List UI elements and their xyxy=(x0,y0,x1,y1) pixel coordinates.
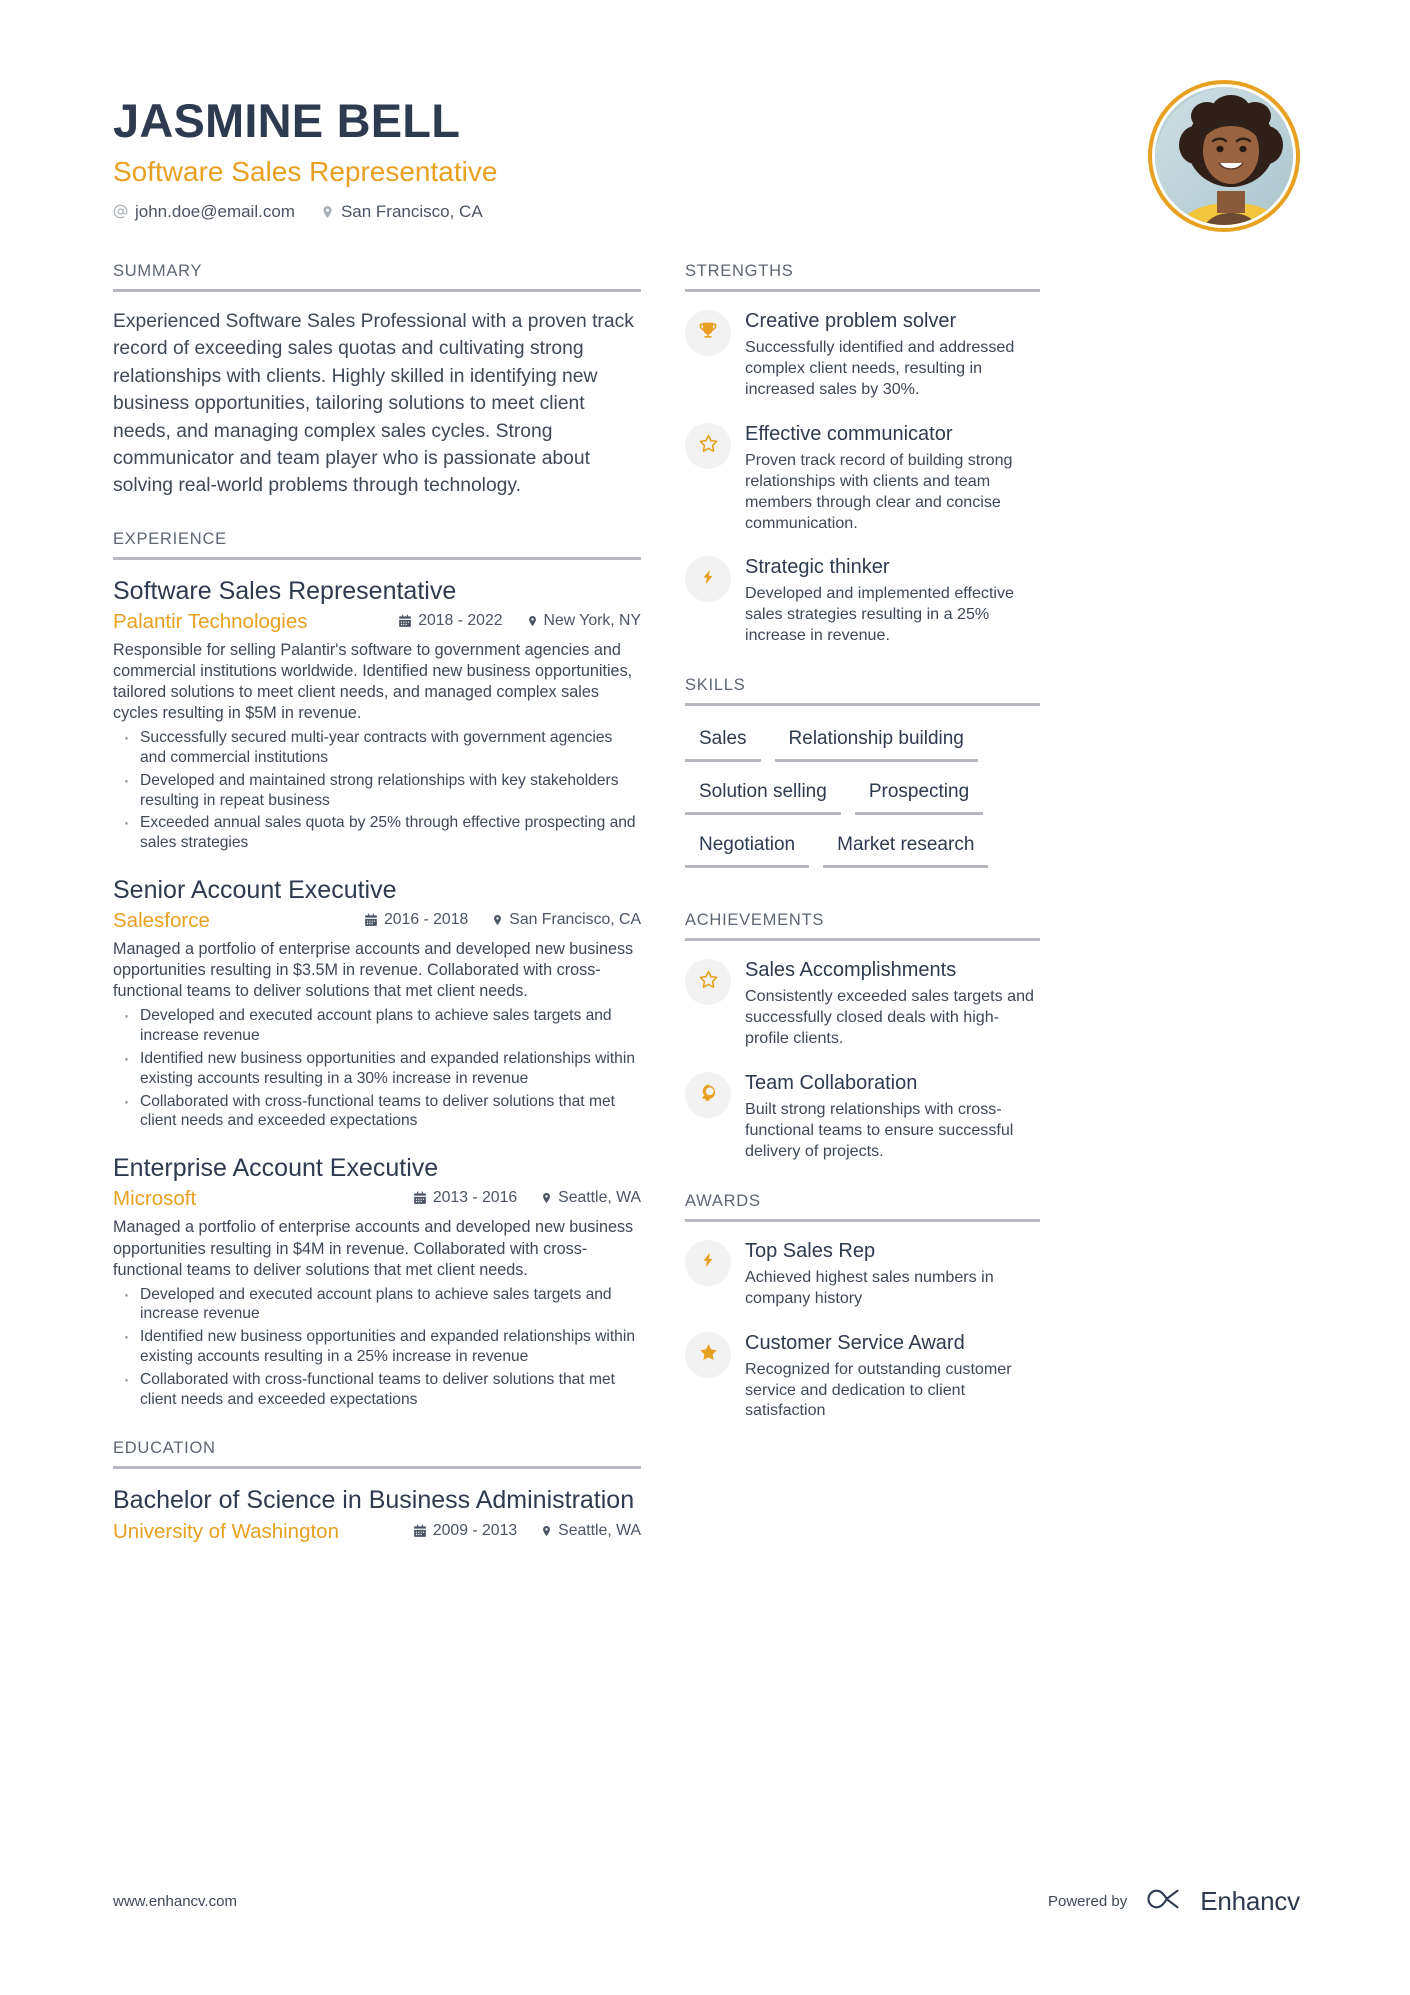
award-body xyxy=(745,1238,1040,1309)
experience-company: Microsoft xyxy=(113,1187,197,1211)
star-outline-icon xyxy=(698,969,719,995)
strength-body xyxy=(745,554,1040,646)
experience-dates-text: 2013 - 2016 xyxy=(432,1189,518,1207)
section-awards xyxy=(685,1192,1040,1422)
trophy-icon xyxy=(698,321,718,346)
strength-description: Successfully identified and addressed complex client needs, resulting in increased sales by 30%. xyxy=(745,338,1015,398)
section-title-education: EDUCATION xyxy=(113,1439,216,1458)
experience-location xyxy=(492,911,641,929)
experience-bullets xyxy=(113,1006,641,1131)
section-title-experience: EXPERIENCE xyxy=(113,529,227,548)
experience-item xyxy=(113,875,641,1131)
map-pin-icon xyxy=(527,614,538,628)
map-pin-icon xyxy=(492,913,503,927)
section-achievements xyxy=(685,911,1040,1162)
experience-description: Responsible for selling Palantir's software to government agencies and commercial institutions worldwide. Identified new business opportunities, tailored solutions to meet client needs, and managed complex sales cycles resulting in $5M in revenue. xyxy=(113,640,633,723)
achievement-title: Sales Accomplishments xyxy=(745,959,957,982)
experience-item xyxy=(113,576,641,853)
education-location-text: Seattle, WA xyxy=(558,1521,641,1539)
section-rule xyxy=(113,1466,641,1469)
experience-location xyxy=(527,612,641,630)
page-title: JASMINE BELL xyxy=(113,94,461,147)
icon-badge xyxy=(685,556,731,602)
icon-badge xyxy=(685,959,731,1005)
lightning-bolt-icon xyxy=(700,1250,716,1275)
award-body xyxy=(745,1330,1040,1422)
experience-role: Software Sales Representative xyxy=(113,576,457,605)
strength-item xyxy=(685,554,1040,646)
strength-title: Creative problem solver xyxy=(745,310,957,332)
education-school: University of Washington xyxy=(113,1519,339,1543)
star-filled-icon xyxy=(698,1342,719,1368)
strength-body xyxy=(745,421,1040,534)
section-summary xyxy=(113,262,641,500)
skills-list xyxy=(685,722,1040,881)
strength-item xyxy=(685,421,1040,534)
skill-chip: Negotiation xyxy=(685,828,809,868)
resume-header xyxy=(0,0,1410,232)
avatar xyxy=(1148,80,1300,232)
experience-meta-right xyxy=(398,612,641,630)
section-title-awards: AWARDS xyxy=(685,1191,761,1210)
award-item xyxy=(685,1330,1040,1422)
education-dates-text: 2009 - 2013 xyxy=(432,1521,518,1539)
calendar-icon xyxy=(398,614,412,628)
left-column xyxy=(113,262,641,1551)
icon-badge xyxy=(685,423,731,469)
resume-body xyxy=(0,262,1410,1551)
job-title: Software Sales Representative xyxy=(113,155,498,187)
experience-location-text: New York, NY xyxy=(543,611,641,629)
section-experience xyxy=(113,530,641,1410)
contact-email-text: john.doe@email.com xyxy=(135,202,295,222)
skill-chip: Market research xyxy=(823,828,988,868)
achievement-description: Consistently exceeded sales targets and successfully closed deals with high-profile clients. xyxy=(745,987,1034,1048)
education-meta xyxy=(113,1520,641,1544)
experience-bullets xyxy=(113,728,641,853)
list-item: · Exceeded annual sales quota by 25% through effective prospecting and sales strategies xyxy=(113,813,641,853)
star-outline-icon xyxy=(698,433,719,459)
experience-bullets xyxy=(113,1285,641,1410)
icon-badge xyxy=(685,1240,731,1286)
skill-chip: Relationship building xyxy=(775,722,978,762)
section-rule xyxy=(685,289,1040,292)
list-item: · Developed and executed account plans to achieve sales targets and increase revenue xyxy=(113,1006,641,1046)
section-title-summary: SUMMARY xyxy=(113,262,203,280)
education-item xyxy=(113,1485,641,1544)
calendar-icon xyxy=(364,913,378,927)
summary-text: Experienced Software Sales Professional with a proven track record of exceeding sales quotas and cultivating strong relationships with clients. Highly skilled in identifying new business opportunities, tailoring solutions to meet client needs, and managing complex sales cycles. Strong communicator and team player who is passionate about solving real-world problems through technology. xyxy=(113,311,634,497)
achievement-description: Built strong relationships with cross-functional teams to ensure successful delivery of projects. xyxy=(745,1099,1014,1160)
section-strengths xyxy=(685,262,1040,646)
experience-meta xyxy=(113,610,641,634)
strength-item xyxy=(685,308,1040,400)
section-education xyxy=(113,1439,641,1544)
resume-footer xyxy=(113,1886,1300,1917)
experience-company: Salesforce xyxy=(113,909,210,933)
achievement-title: Team Collaboration xyxy=(745,1071,918,1094)
experience-role: Senior Account Executive xyxy=(113,876,397,905)
powered-by-label: Powered by xyxy=(1047,1893,1128,1910)
experience-item xyxy=(113,1153,641,1409)
experience-dates-text: 2016 - 2018 xyxy=(383,911,469,929)
achievement-item xyxy=(685,957,1040,1049)
icon-badge xyxy=(685,1072,731,1118)
section-rule xyxy=(685,703,1040,706)
list-item: · Successfully secured multi-year contracts with government agencies and commercial institutions xyxy=(113,728,641,768)
contact-email[interactable] xyxy=(113,203,295,220)
section-rule xyxy=(113,289,641,292)
education-location xyxy=(541,1522,641,1540)
footer-branding xyxy=(1048,1886,1300,1917)
award-title: Customer Service Award xyxy=(745,1331,965,1354)
list-item: · Developed and maintained strong relationships with key stakeholders resulting in repeat business xyxy=(113,771,641,811)
experience-dates xyxy=(364,911,468,929)
award-description: Recognized for outstanding customer service and dedication to client satisfaction xyxy=(745,1359,1012,1420)
experience-company: Palantir Technologies xyxy=(113,609,308,633)
skill-chip: Prospecting xyxy=(855,775,983,815)
list-item: · Developed and executed account plans to achieve sales targets and increase revenue xyxy=(113,1285,641,1325)
section-rule xyxy=(685,938,1040,941)
experience-meta-right xyxy=(413,1189,641,1207)
strength-description: Developed and implemented effective sales strategies resulting in a 25% increase in revenue. xyxy=(745,584,1014,645)
education-dates xyxy=(413,1522,517,1540)
list-item: · Identified new business opportunities and expanded relationships within existing accounts resulting in a 30% increase in revenue xyxy=(113,1049,641,1089)
section-rule xyxy=(685,1219,1040,1222)
right-column xyxy=(685,262,1040,1551)
footer-url[interactable]: www.enhancv.com xyxy=(113,1893,237,1910)
education-meta-right xyxy=(413,1522,641,1540)
icon-badge xyxy=(685,1332,731,1378)
award-item xyxy=(685,1238,1040,1309)
list-item: · Identified new business opportunities and expanded relationships within existing accounts resulting in a 25% increase in revenue xyxy=(113,1327,641,1367)
list-item: · Collaborated with cross-functional teams to deliver solutions that met client needs and exceeded expectations xyxy=(113,1370,641,1410)
strength-title: Strategic thinker xyxy=(745,556,890,579)
experience-meta xyxy=(113,909,641,933)
achievement-body xyxy=(745,1070,1040,1162)
list-item: · Collaborated with cross-functional teams to deliver solutions that met client needs and exceeded expectations xyxy=(113,1092,641,1132)
avatar-illustration xyxy=(1155,87,1293,225)
achievement-body xyxy=(745,957,1040,1049)
calendar-icon xyxy=(413,1524,427,1538)
award-title: Top Sales Rep xyxy=(745,1239,876,1262)
skill-chip: Sales xyxy=(685,722,761,762)
experience-location xyxy=(541,1189,641,1207)
award-description: Achieved highest sales numbers in company history xyxy=(745,1267,994,1307)
enhancv-infinity-logo-icon xyxy=(1144,1886,1190,1917)
skill-chip: Solution selling xyxy=(685,775,841,815)
strength-body xyxy=(745,308,1040,400)
avatar-photo xyxy=(1155,87,1293,225)
section-title-skills: SKILLS xyxy=(685,676,746,695)
experience-location-text: San Francisco, CA xyxy=(509,911,641,929)
map-pin-icon xyxy=(321,204,334,220)
experience-dates xyxy=(413,1189,517,1207)
experience-dates-text: 2018 - 2022 xyxy=(418,611,503,629)
lightning-bolt-icon xyxy=(700,567,716,592)
experience-description: Managed a portfolio of enterprise accounts and developed new business opportunities resulting in $4M in revenue. Collaborated with cross-functional teams to deliver solutions that met client needs. xyxy=(113,1218,634,1279)
section-skills xyxy=(685,676,1040,881)
calendar-icon xyxy=(413,1191,427,1205)
section-title-achievements: ACHIEVEMENTS xyxy=(685,911,825,930)
contact-location-text: San Francisco, CA xyxy=(340,202,483,222)
experience-meta-right xyxy=(364,911,641,929)
map-pin-icon xyxy=(541,1191,552,1205)
experience-description: Managed a portfolio of enterprise accounts and developed new business opportunities resulting in $3.5M in revenue. Collaborated with cross-functional teams to deliver solutions that met client needs. xyxy=(113,940,634,1001)
map-pin-icon xyxy=(541,1524,552,1538)
icon-badge xyxy=(685,310,731,356)
at-sign-icon xyxy=(113,204,128,219)
section-rule xyxy=(113,557,641,560)
header-identity xyxy=(113,78,497,220)
experience-role: Enterprise Account Executive xyxy=(113,1154,439,1183)
brand-logo xyxy=(1144,1886,1300,1917)
experience-location-text: Seattle, WA xyxy=(558,1189,641,1207)
education-degree: Bachelor of Science in Business Administration xyxy=(113,1486,635,1515)
experience-meta xyxy=(113,1187,641,1211)
experience-dates xyxy=(398,612,502,630)
strength-description: Proven track record of building strong relationships with clients and team members through clear and concise communication. xyxy=(745,450,1013,532)
contact-location xyxy=(321,203,483,220)
achievement-item xyxy=(685,1070,1040,1162)
brand-name: Enhancv xyxy=(1200,1886,1300,1916)
section-title-strengths: STRENGTHS xyxy=(685,262,794,280)
contact-row xyxy=(113,203,497,220)
head-idea-icon xyxy=(699,1083,718,1107)
strength-title: Effective communicator xyxy=(745,422,953,445)
